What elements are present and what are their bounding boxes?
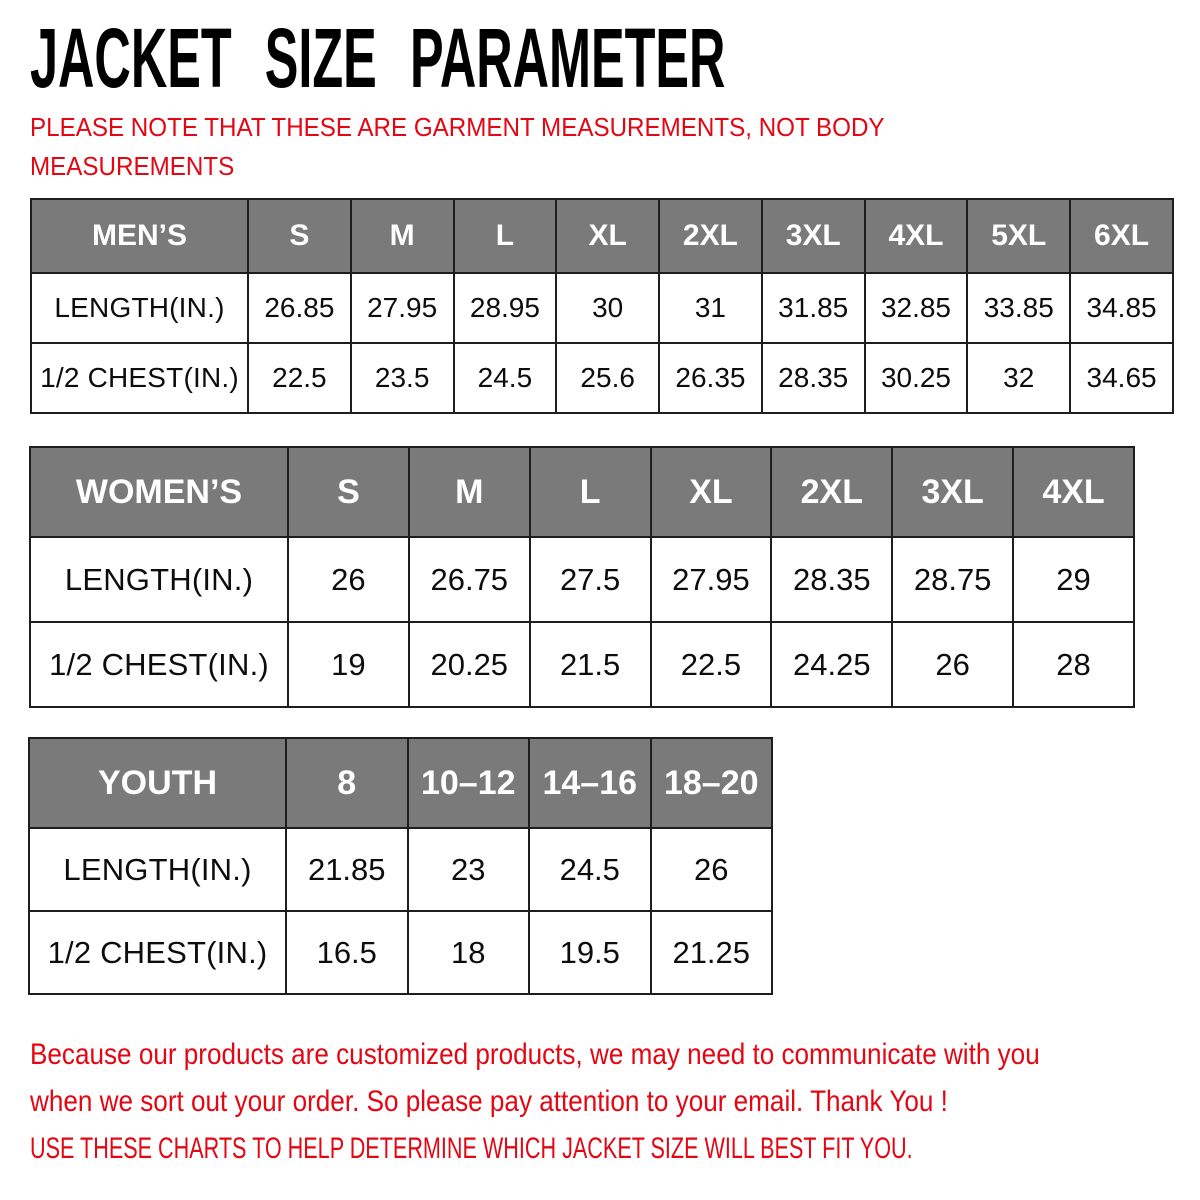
group-header-cell: MEN’S <box>31 199 248 273</box>
size-header-cell: 4XL <box>1013 447 1134 537</box>
value-cell: 26.35 <box>659 343 762 413</box>
size-header-cell: L <box>454 199 557 273</box>
value-cell: 19.5 <box>529 911 651 994</box>
value-cell: 34.65 <box>1070 343 1173 413</box>
table-row <box>31 343 1173 413</box>
value-cell: 26.75 <box>409 537 530 622</box>
size-header-cell: S <box>248 199 351 273</box>
size-header-cell: S <box>288 447 409 537</box>
row-label-cell: 1/2 CHEST(IN.) <box>30 622 288 707</box>
size-header-cell: 5XL <box>967 199 1070 273</box>
value-cell: 23.5 <box>351 343 454 413</box>
value-cell: 21.25 <box>651 911 773 994</box>
table-row <box>30 622 1134 707</box>
group-header-cell: YOUTH <box>29 738 286 828</box>
value-cell: 25.6 <box>556 343 659 413</box>
value-cell: 28.35 <box>762 343 865 413</box>
table-row <box>31 273 1173 343</box>
value-cell: 29 <box>1013 537 1134 622</box>
size-header-cell: 3XL <box>762 199 865 273</box>
size-header-cell: 4XL <box>865 199 968 273</box>
size-header-cell: 14–16 <box>529 738 651 828</box>
table-row <box>29 911 772 994</box>
row-label-cell: LENGTH(IN.) <box>29 828 286 911</box>
value-cell: 24.25 <box>771 622 892 707</box>
page-title: JACKET SIZE PARAMETER <box>30 11 726 105</box>
value-cell: 27.95 <box>351 273 454 343</box>
table-row <box>29 828 772 911</box>
value-cell: 21.85 <box>286 828 408 911</box>
value-cell: 22.5 <box>248 343 351 413</box>
table-row <box>30 537 1134 622</box>
value-cell: 26 <box>651 828 773 911</box>
value-cell: 21.5 <box>530 622 651 707</box>
row-label-cell: 1/2 CHEST(IN.) <box>29 911 286 994</box>
size-header-cell: XL <box>556 199 659 273</box>
row-label-cell: LENGTH(IN.) <box>31 273 248 343</box>
value-cell: 22.5 <box>651 622 772 707</box>
value-cell: 28 <box>1013 622 1134 707</box>
size-header-cell: M <box>409 447 530 537</box>
value-cell: 32.85 <box>865 273 968 343</box>
mens-size-table <box>30 198 1174 414</box>
size-header-cell: L <box>530 447 651 537</box>
value-cell: 24.5 <box>529 828 651 911</box>
value-cell: 20.25 <box>409 622 530 707</box>
group-header-cell: WOMEN’S <box>30 447 288 537</box>
size-header-cell: 18–20 <box>651 738 773 828</box>
size-header-cell: M <box>351 199 454 273</box>
value-cell: 28.75 <box>892 537 1013 622</box>
text-line: Because our products are customized products, we may need to communicate with you <box>30 1038 1040 1071</box>
value-cell: 23 <box>408 828 530 911</box>
value-cell: 27.95 <box>651 537 772 622</box>
size-header-cell: 2XL <box>771 447 892 537</box>
value-cell: 31.85 <box>762 273 865 343</box>
value-cell: 24.5 <box>454 343 557 413</box>
chart-usage-advice: USE THESE CHARTS TO HELP DETERMINE WHICH JACKET SIZE WILL BEST FIT YOU. <box>30 1132 913 1165</box>
value-cell: 26.85 <box>248 273 351 343</box>
header-row <box>29 738 772 828</box>
value-cell: 28.35 <box>771 537 892 622</box>
text-line: MEASUREMENTS <box>30 151 235 181</box>
size-header-cell: 6XL <box>1070 199 1173 273</box>
row-label-cell: LENGTH(IN.) <box>30 537 288 622</box>
header-row <box>31 199 1173 273</box>
value-cell: 32 <box>967 343 1070 413</box>
size-header-cell: XL <box>651 447 772 537</box>
value-cell: 26 <box>288 537 409 622</box>
value-cell: 28.95 <box>454 273 557 343</box>
value-cell: 31 <box>659 273 762 343</box>
value-cell: 19 <box>288 622 409 707</box>
value-cell: 33.85 <box>967 273 1070 343</box>
size-header-cell: 3XL <box>892 447 1013 537</box>
size-header-cell: 2XL <box>659 199 762 273</box>
garment-measurement-note <box>30 108 885 186</box>
row-label-cell: 1/2 CHEST(IN.) <box>31 343 248 413</box>
womens-size-table <box>29 446 1135 708</box>
value-cell: 26 <box>892 622 1013 707</box>
value-cell: 16.5 <box>286 911 408 994</box>
value-cell: 34.85 <box>1070 273 1173 343</box>
customization-notice <box>30 1032 1040 1125</box>
value-cell: 30.25 <box>865 343 968 413</box>
value-cell: 27.5 <box>530 537 651 622</box>
size-header-cell: 8 <box>286 738 408 828</box>
text-line: PLEASE NOTE THAT THESE ARE GARMENT MEASUREMENTS, NOT BODY <box>30 112 885 142</box>
size-header-cell: 10–12 <box>408 738 530 828</box>
value-cell: 18 <box>408 911 530 994</box>
text-line: when we sort out your order. So please pay attention to your email. Thank You ! <box>30 1084 948 1118</box>
header-row <box>30 447 1134 537</box>
youth-size-table <box>28 737 773 995</box>
value-cell: 30 <box>556 273 659 343</box>
